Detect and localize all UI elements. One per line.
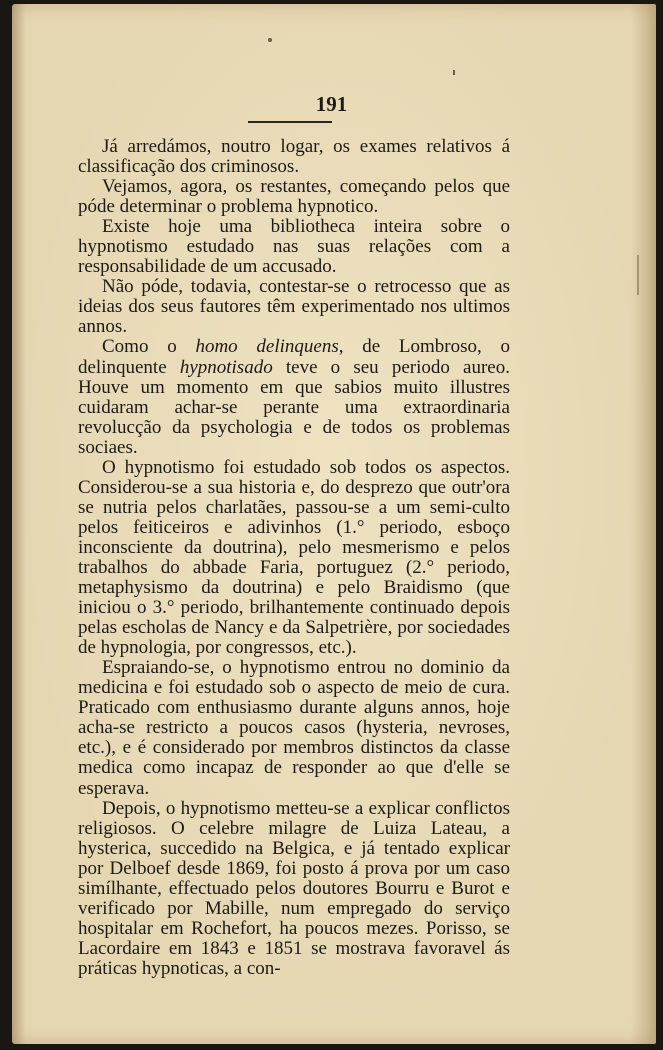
paragraph: Não póde, todavia, contestar-se o retrocesso que as ideias dos seus fautores têm experimentado nos ultimos annos. <box>78 276 510 338</box>
paragraph <box>78 337 510 457</box>
paragraph: Existe hoje uma bibliotheca inteira sobre o hypnotismo estudado nas suas relações com a responsabilidade de um accusado. <box>78 216 510 278</box>
paragraph: Depois, o hypnotismo metteu-se a explicar conflictos religiosos. O celebre milagre de Luiza Lateau, a hysterica, succedido na Belgica, e já tentado explicar por Delboef desde 1869, foi posto á prova por um caso simílhante, effectuado pelos doutores Bourru e Burot e verificado por Mabille, num empregado do serviço hospitalar em Rochefort, ha poucos mezes. Porisso, se Lacordaire em 1843 e 1851 se mostrava favoravel ás práticas hypnoticas, a con- <box>78 797 510 979</box>
page-number: 191 <box>315 92 348 116</box>
header-rule <box>248 121 332 123</box>
paper-speck <box>453 70 455 75</box>
paragraph: Já arredámos, noutro logar, os exames relativos á classificação dos criminosos. <box>78 136 510 178</box>
italic-term: hypnotisado <box>179 356 273 378</box>
paragraph: Vejamos, agora, os restantes, começando pelos que póde determinar o problema hypnotico. <box>78 176 510 218</box>
paper-speck <box>268 38 272 42</box>
paper-speck <box>637 255 639 295</box>
text-span: , de Lombroso, o delinquente <box>78 336 510 378</box>
italic-term: homo delinquens <box>195 336 339 358</box>
paragraph: Espraiando-se, o hypnotismo entrou no dominio da medicina e foi estudado sob o aspecto de meio de cura. Praticado com enthusiasmo durante alguns annos, hoje acha-se restricto a poucos casos (hysteria, nevroses, etc.), e é considerado por membros distinctos da classe medica como incapaz de responder ao que d'elle se esperava. <box>78 657 510 799</box>
text-span: teve o seu periodo aureo. Houve um momento em que sabios muito illustres cuidaram achar-se perante uma extraordinaria revolucção da psychologia e de todos os problemas sociaes. <box>78 356 510 458</box>
body-text <box>78 137 510 979</box>
paragraph: O hypnotismo foi estudado sob todos os aspectos. Considerou-se a sua historia e, do desprezo que outr'ora se nutria pelos charlatães, passou-se a um semi-culto pelos feiticeiros e adivinhos (1.° periodo, esboço inconsciente da doutrina), pelo mesmerismo e pelos trabalhos do abbade Faria, portuguez (2.° periodo, metaphysismo da doutrina) e pelo Braidismo (que iniciou o 3.° periodo, brilhantemente continuado depois pelas escholas de Nancy e da Salpetrière, por sociedades de hypnologia, por congressos, etc.). <box>78 456 510 659</box>
text-span: Como o <box>102 336 196 358</box>
